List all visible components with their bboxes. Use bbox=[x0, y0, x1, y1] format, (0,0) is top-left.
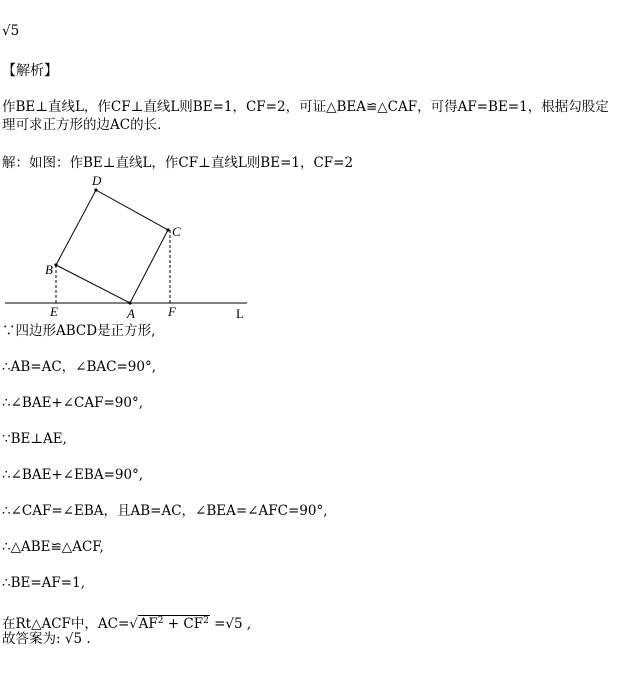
exp-cf: 2 bbox=[203, 616, 209, 626]
point-b bbox=[54, 263, 57, 266]
label-f: F bbox=[168, 304, 176, 319]
label-l: L bbox=[236, 306, 244, 320]
label-d: D bbox=[92, 173, 102, 188]
final-prefix: 在Rt△ACF中，AC= bbox=[2, 616, 130, 632]
step-6: ∴∠CAF=∠EBA，且AB=AC，∠BEA=∠AFC=90°, bbox=[2, 503, 328, 519]
point-a bbox=[128, 301, 131, 304]
label-a: A bbox=[127, 306, 135, 320]
radicand-af: AF bbox=[138, 616, 158, 632]
section-title: 【解析】 bbox=[2, 63, 58, 79]
exp-af: 2 bbox=[157, 616, 164, 626]
radicand bbox=[138, 615, 210, 632]
plus-sign: + bbox=[163, 616, 184, 632]
step-8: ∴BE=AF=1, bbox=[2, 575, 85, 591]
geometry-figure bbox=[0, 170, 260, 320]
answer-prefix: 故答案为: bbox=[2, 631, 65, 647]
label-e: E bbox=[50, 304, 58, 319]
step-3: ∴∠BAE+∠CAF=90°, bbox=[2, 395, 144, 411]
final-suffix: , bbox=[242, 616, 252, 632]
radicand-cf: CF bbox=[183, 616, 204, 632]
step-4: ∵BE⊥AE, bbox=[2, 431, 67, 447]
step-7: ∴△ABE≌△ACF, bbox=[2, 539, 104, 555]
step-5: ∴∠BAE+∠EBA=90°, bbox=[2, 467, 144, 483]
point-d bbox=[94, 188, 97, 191]
analysis-text: 作BE⊥直线L，作CF⊥直线L则BE=1，CF=2，可证△BEA≌△CAF，可得AF=BE=1，根据勾股定理可求正方形的边AC的长． bbox=[2, 99, 609, 133]
answer-value: √5 bbox=[64, 631, 83, 647]
point-c bbox=[166, 228, 169, 231]
answer-line bbox=[2, 630, 91, 648]
solution-intro: 解：如图：作BE⊥直线L，作CF⊥直线L则BE=1，CF=2 bbox=[2, 155, 354, 171]
label-b: B bbox=[45, 262, 53, 277]
square-abcd bbox=[56, 190, 168, 303]
step-1: ∵四边形ABCD是正方形, bbox=[2, 323, 156, 339]
final-result: √5 bbox=[225, 616, 243, 632]
label-c: C bbox=[172, 224, 181, 239]
radical-sign: √ bbox=[129, 617, 138, 632]
top-answer: √5 bbox=[2, 23, 20, 39]
answer-suffix: . bbox=[82, 631, 91, 647]
step-2: ∴AB=AC，∠BAC=90°, bbox=[2, 359, 156, 375]
equals-sign: = bbox=[209, 616, 226, 632]
